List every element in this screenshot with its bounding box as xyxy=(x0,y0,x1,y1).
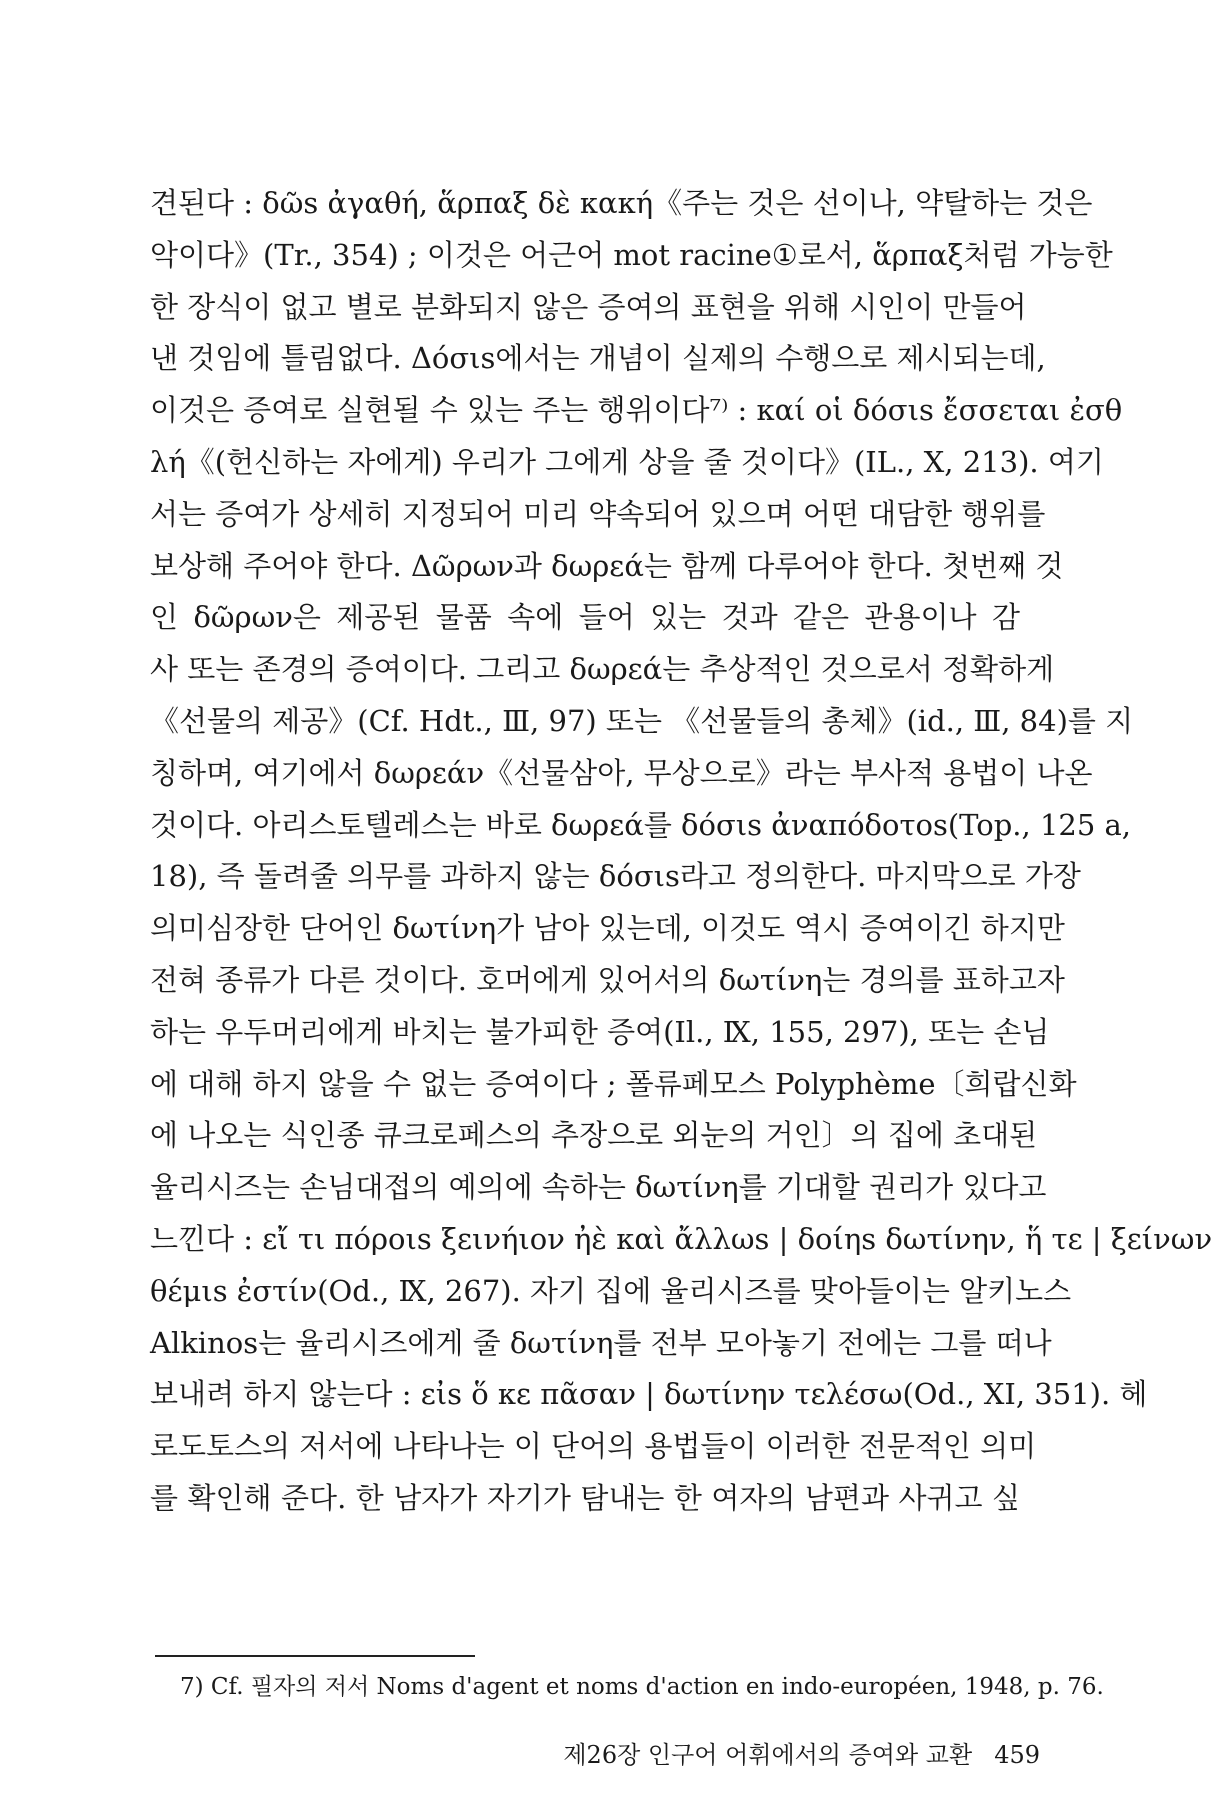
text-line: 전혀 종류가 다른 것이다. 호머에게 있어서의 δωτίνη는 경의를 표하고자 xyxy=(150,962,1065,997)
text-line: 낸 것임에 틀림없다. Δόσιs에서는 개념이 실제의 수행으로 제시되는데, xyxy=(150,341,1046,376)
running-footer xyxy=(440,1738,1040,1772)
text-line: 의미심장한 단어인 δωτίνη가 남아 있는데, 이것도 역시 증여이긴 하지만 xyxy=(150,911,1065,946)
text-line: 18), 즉 돌려줄 의무를 과하지 않는 δόσιs라고 정의한다. 마지막으로 가장 xyxy=(150,859,1081,894)
text-line: 인 δῶρων은 제공된 물품 속에 들어 있는 것과 같은 관용이나 감 xyxy=(150,600,1020,635)
text-line: 것이다. 아리스토텔레스는 바로 δωρεά를 δόσιs ἀναπόδοτοs(Top., 125 a, xyxy=(150,807,1132,842)
chapter-title: 제26장 인구어 어휘에서의 증여와 교환 xyxy=(563,1741,973,1769)
text-line: θέμιs ἐστίν(Od., Ⅸ, 267). 자기 집에 율리시즈를 맞아들이는 알키노스 xyxy=(150,1273,1072,1308)
text-line: 보내려 하지 않는다 : εἰs ὅ κε πᾶσαν | δωτίνην τελέσω(Od., ⅩI, 351). 헤 xyxy=(150,1377,1148,1412)
text-line: 를 확인해 준다. 한 남자가 자기가 탐내는 한 여자의 남편과 사귀고 싶 xyxy=(150,1480,1020,1515)
text-line: 에 나오는 식인종 큐크로페스의 추장으로 외눈의 거인〕의 집에 초대된 xyxy=(150,1118,1038,1153)
text-line: 보상해 주어야 한다. Δῶρων과 δωρεά는 함께 다루어야 한다. 첫번째 것 xyxy=(150,548,1064,583)
text-line: 견된다 : δῶs ἀγαθή, ἅρπαξ δὲ κακή《주는 것은 선이나, 약탈하는 것은 xyxy=(150,186,1093,220)
page-number: 459 xyxy=(994,1741,1040,1769)
text-line: 느낀다 : εἴ τι πόροιs ξεινήιον ἠὲ καὶ ἄλλωs | δοίηs δωτίνην, ἥ τε | ξείνων xyxy=(150,1221,1212,1256)
text-line: λή《(헌신하는 자에게) 우리가 그에게 상을 줄 것이다》(IL., Ⅹ, 213). 여기 xyxy=(150,444,1104,479)
text-line: 로도토스의 저서에 나타나는 이 단어의 용법들이 이러한 전문적인 의미 xyxy=(150,1429,1037,1464)
text-line: 서는 증여가 상세히 지정되어 미리 약속되어 있으며 어떤 대담한 행위를 xyxy=(150,496,1046,531)
text-line: 칭하며, 여기에서 δωρεάν《선물삼아, 무상으로》라는 부사적 용법이 나온 xyxy=(150,755,1093,790)
body-text xyxy=(150,178,1212,1525)
text-line: 하는 우두머리에게 바치는 불가피한 증여(Il., Ⅸ, 155, 297), 또는 손님 xyxy=(150,1014,1050,1049)
footnote-divider xyxy=(155,1655,475,1657)
text-line: 사 또는 존경의 증여이다. 그리고 δωρεά는 추상적인 것으로서 정확하게 xyxy=(150,652,1055,687)
text-line: 한 장식이 없고 별로 분화되지 않은 증여의 표현을 위해 시인이 만들어 xyxy=(150,289,1027,324)
footnote: 7) Cf. 필자의 저서 Noms d'agent et noms d'action en indo-européen, 1948, p. 76. xyxy=(180,1674,1104,1700)
text-line: 에 대해 하지 않을 수 없는 증여이다 ; 폴류페모스 Polyphème〔희랍신화 xyxy=(150,1066,1077,1101)
text-line: 이것은 증여로 실현될 수 있는 주는 행위이다⁷⁾ : καί οἱ δόσιs ἔσσεται ἐσθ xyxy=(150,393,1123,428)
text-line: 율리시즈는 손님대접의 예의에 속하는 δωτίνη를 기대할 권리가 있다고 xyxy=(150,1170,1047,1205)
text-line: 《선물의 제공》(Cf. Hdt., Ⅲ, 97) 또는 《선물들의 총체》(id., Ⅲ, 84)를 지 xyxy=(150,703,1134,738)
text-line: 악이다》(Tr., 354) ; 이것은 어근어 mot racine①로서, ἅρπαξ처럼 가능한 xyxy=(150,237,1113,272)
text-line: Alkinos는 율리시즈에게 줄 δωτίνη를 전부 모아놓기 전에는 그를 떠나 xyxy=(150,1325,1052,1360)
